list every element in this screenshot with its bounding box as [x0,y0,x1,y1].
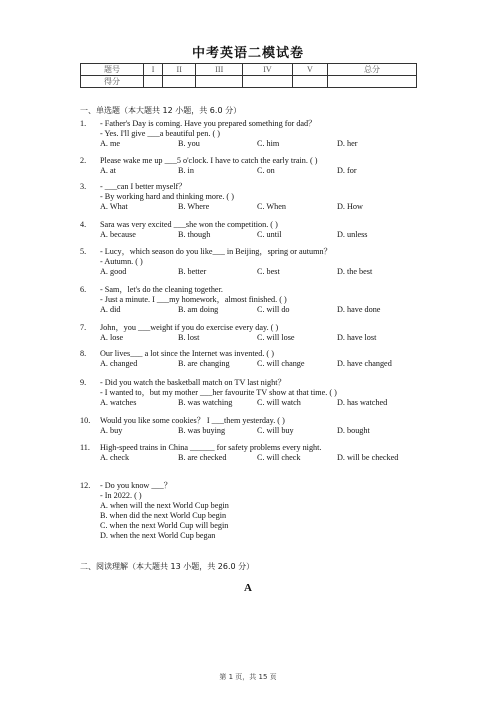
question-number: 11. [80,443,90,452]
answer-option: B. lost [178,333,200,342]
question-number: 8. [80,349,87,358]
score-cell [144,76,163,88]
answer-option: B. when did the next World Cup begin [100,511,227,520]
question-text: - Yes. I'll give ___a beautiful pen. ( ) [100,129,220,138]
question-number: 2. [80,156,87,165]
answer-option: D. have lost [337,333,377,342]
section-heading-single-choice: 一、单选题（本大题共 12 小题，共 6.0 分） [80,106,242,115]
question-text: - By working hard and thinking more. ( ) [100,192,234,201]
score-header-cell: V [292,64,327,76]
answer-option: D. have changed [337,359,392,368]
score-table [80,63,417,88]
answer-option: A. when will the next World Cup begin [100,501,229,510]
question-line [100,295,287,305]
question-number: 5. [80,247,87,256]
question-text: - Father's Day is coming. Have you prepared something for dad？ [100,119,317,128]
answer-option: B. you [178,139,200,148]
score-header-cell: III [196,64,243,76]
question-stem [80,220,278,230]
score-header-cell: I [144,64,163,76]
question-text: - Do you know ___？ [100,481,172,490]
answer-option: A. because [100,230,136,239]
question-stem [80,182,186,192]
score-row-label: 得分 [81,76,144,88]
answer-option: D. How [337,202,363,211]
answer-option: A. good [100,267,127,276]
answer-option: C. him [257,139,280,148]
passage-label: A [244,582,252,594]
answer-option: C. When [257,202,286,211]
answer-option: C. will buy [257,426,294,435]
answer-option: D. when the next World Cup began [100,531,216,540]
score-cell [163,76,196,88]
score-cell [196,76,243,88]
question-stem [80,481,172,491]
question-number: 6. [80,285,87,294]
page-title: 中考英语二模试卷 [191,46,304,61]
section-heading-reading: 二、阅读理解（本大题共 13 小题，共 26.0 分） [80,562,255,571]
question-text: - I wanted to，but my mother ___her favourite TV show at that time. ( ) [100,388,337,397]
answer-option: A. did [100,305,121,314]
answer-option: D. has watched [337,398,388,407]
score-header-cell: II [163,64,196,76]
answer-option: D. have done [337,305,381,314]
score-cell [328,76,417,88]
question-text: - Just a minute. I ___my homework，almost finished. ( ) [100,295,287,304]
question-text: Would you like some cookies？ I ___them yesterday. ( ) [100,416,285,425]
question-text: - Lucy，which season do you like___ in Beijing，spring or autumn？ [100,247,332,256]
answer-option: D. her [337,139,358,148]
answer-option: D. the best [337,267,373,276]
answer-option: B. was watching [178,398,233,407]
question-stem [80,378,286,388]
question-number: 12. [80,481,91,490]
answer-option: D. unless [337,230,368,239]
question-stem [80,416,285,426]
question-line [100,192,234,202]
score-header-cell: 题号 [81,64,144,76]
answer-option: C. when the next World Cup will begin [100,521,229,530]
answer-option: D. bought [337,426,370,435]
answer-option: C. will change [257,359,305,368]
score-table-score-row [81,76,417,88]
question-stem [80,156,317,166]
answer-option: B. are checked [178,453,227,462]
answer-option: D. will be checked [337,453,399,462]
answer-option: D. for [337,166,357,175]
question-line [100,129,220,139]
answer-option: A. lose [100,333,124,342]
answer-option: A. watches [100,398,137,407]
answer-option: C. on [257,166,275,175]
answer-option: C. will lose [257,333,295,342]
question-stem [80,247,332,257]
answer-option: A. check [100,453,130,462]
answer-option: C. will check [257,453,301,462]
question-line [100,257,143,267]
score-cell [243,76,292,88]
answer-option: A. me [100,139,121,148]
score-header-cell: IV [243,64,292,76]
answer-option: A. changed [100,359,138,368]
question-stem [80,349,274,359]
question-text: - Autumn. ( ) [100,257,143,266]
answer-option: A. What [100,202,128,211]
page-footer: 第 1 页，共 15 页 [219,673,277,681]
question-number: 3. [80,182,87,191]
score-table-header-row [81,64,417,76]
question-number: 9. [80,378,87,387]
question-number: 1. [80,119,87,128]
question-stem [80,443,321,453]
answer-option: B. in [178,166,194,175]
question-number: 10. [80,416,91,425]
score-cell [292,76,327,88]
question-number: 7. [80,323,87,332]
question-stem [80,323,278,333]
question-text: - Sam，let's do the cleaning together. [100,285,223,294]
question-stem [80,285,223,295]
answer-option: C. will watch [257,398,301,407]
answer-option: B. are changing [178,359,230,368]
answer-option: C. best [257,267,280,276]
answer-option: B. am doing [178,305,219,314]
score-header-cell: 总分 [328,64,417,76]
question-text: Please wake me up ___5 o'clock. I have to catch the early train. ( ) [100,156,318,165]
question-line [100,491,142,501]
question-text: John，you ___weight if you do exercise every day. ( ) [100,323,279,332]
question-line [100,388,337,398]
answer-option: C. will do [257,305,290,314]
question-text: - ___can I better myself？ [100,182,187,191]
answer-option: B. was buying [178,426,226,435]
question-number: 4. [80,220,87,229]
answer-option: B. though [178,230,211,239]
question-text: - In 2022. ( ) [100,491,142,500]
answer-option: A. at [100,166,116,175]
answer-option: C. until [257,230,282,239]
question-stem [80,119,316,129]
question-text: Sara was very excited ___she won the competition. ( ) [100,220,278,229]
question-text: Our lives___ a lot since the Internet was invented. ( ) [100,349,274,358]
answer-option: B. Where [178,202,210,211]
answer-option: B. better [178,267,207,276]
answer-option: A. buy [100,426,123,435]
question-text: - Did you watch the basketball match on TV last night？ [100,378,286,387]
question-text: High-speed trains in China ______ for safety problems every night. [100,443,322,452]
